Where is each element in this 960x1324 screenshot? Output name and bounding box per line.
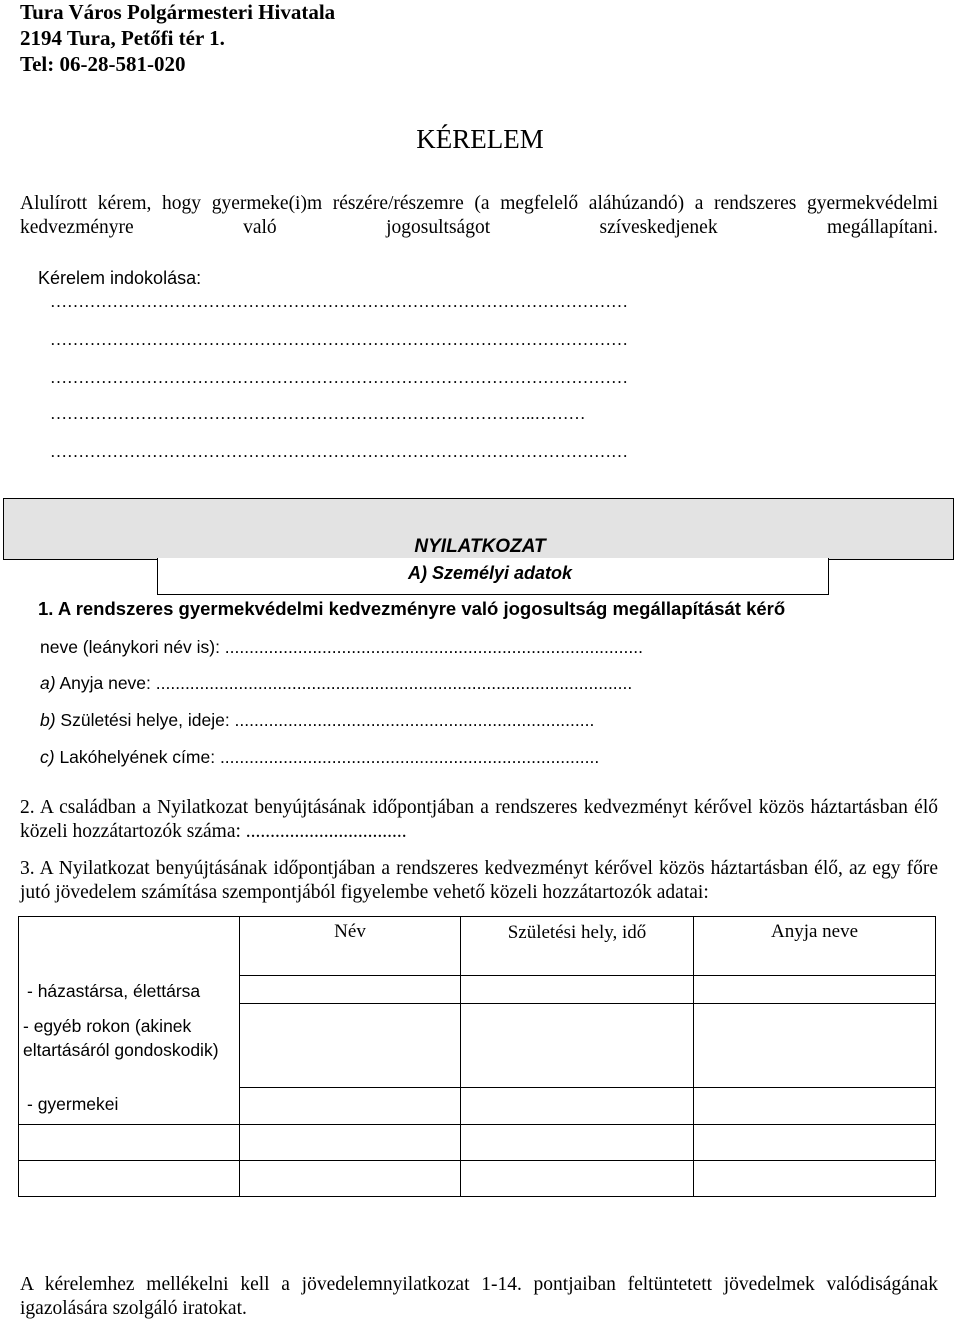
table-header-blank xyxy=(19,917,240,976)
table-cell xyxy=(19,1125,240,1161)
table-row xyxy=(19,1004,936,1088)
table-row xyxy=(19,1125,936,1161)
reason-line[interactable]: ………………………………………………………………………………………… xyxy=(50,330,628,349)
table-cell[interactable] xyxy=(461,976,694,1004)
table-cell[interactable] xyxy=(694,1161,936,1197)
table-row xyxy=(19,976,936,1004)
table-header-row xyxy=(19,917,936,976)
table-cell[interactable] xyxy=(240,976,461,1004)
reason-line[interactable]: ………………………………………………………………………………………… xyxy=(50,292,628,311)
intro-text: Alulírott kérem, hogy gyermeke(i)m részére/részemre (a megfelelő aláhúzandó) a rendszeres gyermekvédelmi kedvezményre való jogosultságot szíveskedjenek megállapítani. xyxy=(20,193,938,238)
table-cell[interactable] xyxy=(461,1088,694,1125)
table-header-name: Név xyxy=(240,917,461,976)
field-address[interactable]: c) Lakóhelyének címe: .............................................................................. xyxy=(40,747,600,767)
table-cell[interactable] xyxy=(240,1004,461,1088)
item-2-text: 2. A családban a Nyilatkozat benyújtásának időpontjában a rendszeres kedvezményt kérővel közös háztartásban élő közeli hozzátartozók száma: ................................. xyxy=(20,797,938,842)
field-birth[interactable]: b) Születési helye, ideje: .......................................................................... xyxy=(40,710,595,730)
row-label-relative: - egyéb rokon (akinek eltartásáról gondoskodik) xyxy=(19,1004,240,1088)
page-title: KÉRELEM xyxy=(416,124,544,154)
table-cell[interactable] xyxy=(461,1125,694,1161)
table-cell[interactable] xyxy=(461,1161,694,1197)
reason-line[interactable]: ………………………………………………………………………………………… xyxy=(50,442,628,461)
table-cell[interactable] xyxy=(240,1088,461,1125)
table-cell xyxy=(19,1161,240,1197)
reason-line[interactable]: ………………………………………………………………………………………… xyxy=(50,368,628,387)
table-cell[interactable] xyxy=(694,976,936,1004)
table-cell[interactable] xyxy=(694,1004,936,1088)
footer-note: A kérelemhez mellékelni kell a jövedelemnyilatkozat 1-14. pontjaiban feltüntetett jövedelmek valódiságának igazolására szolgáló iratokat. xyxy=(20,1274,938,1319)
table-row xyxy=(19,1161,936,1197)
reason-label: Kérelem indokolása: xyxy=(38,268,202,288)
office-name: Tura Város Polgármesteri Hivatala xyxy=(20,0,336,24)
table-cell[interactable] xyxy=(694,1125,936,1161)
item-3-text: 3. A Nyilatkozat benyújtásának időpontjában a rendszeres kedvezményt kérővel közös háztartásban élő, az egy főre jutó jövedelem számítása szempontjából figyelembe vehető közeli hozzátartozók adatai: xyxy=(20,858,938,903)
row-label-spouse: - házastársa, élettársa xyxy=(19,976,240,1004)
table-cell[interactable] xyxy=(240,1125,461,1161)
table-cell[interactable] xyxy=(461,1004,694,1088)
row-label-children: - gyermekei xyxy=(19,1088,240,1125)
table-cell[interactable] xyxy=(240,1161,461,1197)
table-header-birth: Születési hely, idő xyxy=(461,917,694,976)
table-row xyxy=(19,1088,936,1125)
office-phone: Tel: 06-28-581-020 xyxy=(20,52,186,76)
reason-line[interactable]: …………………………………………………………………………..……… xyxy=(50,404,586,423)
table-header-mother: Anyja neve xyxy=(694,917,936,976)
item-1-heading: 1. A rendszeres gyermekvédelmi kedvezményre való jogosultság megállapítását kérő xyxy=(38,598,786,619)
office-address: 2194 Tura, Petőfi tér 1. xyxy=(20,26,225,50)
declaration-title: NYILATKOZAT xyxy=(414,536,546,557)
table-cell[interactable] xyxy=(694,1088,936,1125)
field-name[interactable]: neve (leánykori név is): ...................................................................................... xyxy=(40,637,643,657)
field-mother-name[interactable]: a) Anyja neve: .................................................................................................. xyxy=(40,673,633,693)
declaration-subtitle: A) Személyi adatok xyxy=(407,563,573,583)
household-table xyxy=(18,916,936,1197)
